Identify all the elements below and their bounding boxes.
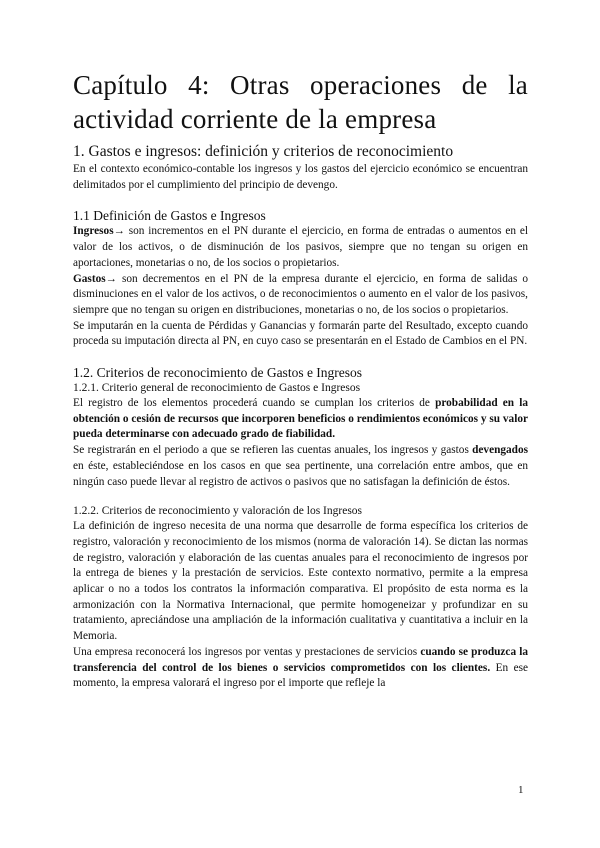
income-recognition-paragraph: Una empresa reconocerá los ingresos por ventas y prestaciones de servicios cuando se produzca la transferencia del control de los bienes o servicios comprometidos con los clientes. En ese momento, la empresa valorará el ingreso por el importe que refleje la — [73, 645, 528, 690]
section-1-2-heading: 1.2. Criterios de reconocimiento de Gastos e Ingresos — [73, 365, 363, 381]
gastos-definition — [73, 272, 528, 319]
imputation-paragraph: Se imputarán en la cuenta de Pérdidas y Ganancias y formarán parte del Resultado, excepto cuando proceda su imputación directa al PN, en cuyo caso se presentarán en el Estado de Cambios en el PN. — [73, 319, 528, 348]
gastos-term: Gastos — [73, 272, 106, 285]
section-1-heading: 1. Gastos e ingresos: definición y criterios de reconocimiento — [73, 143, 454, 160]
income-norm-paragraph: La definición de ingreso necesita de una norma que desarrolle de forma específica los criterios de registro, valoración y reconocimiento de los mismos (norma de valoración 14). Se dictan las normas de registro, valoración y elaboración de las cuentas anuales para el reconocimiento de ingresos por la entrega de bienes y la prestación de servicios. Este contexto normativo, permite a la empresa aplicar o no a todos los contratos la información comparativa. El propósito de esta norma es la armonización con la Normativa Internacional, que permite homogeneizar y profundizar en su tratamiento, apreciándose una ampliación de la información cualitativa y cuantitativa a incluir en la Memoria. — [73, 520, 528, 643]
general-criterion-paragraph: El registro de los elementos procederá cuando se cumplan los criterios de probabilidad en la obtención o cesión de recursos que incorporen beneficios o rendimientos económicos y su valor pueda determinarse con adecuado grado de fiabilidad. — [73, 397, 528, 441]
ingresos-text: → son incrementos en el PN durante el ejercicio, en forma de entradas o aumentos en el valor de los activos, o de disminución de los pasivos, siempre que no tengan su origen en aportaciones, monetarias o no, de los socios o propietarios. — [73, 225, 528, 269]
chapter-title: Capítulo 4: Otras operaciones de la actividad corriente de la empresa — [73, 70, 528, 134]
gastos-text: → son decrementos en el PN de la empresa durante el ejercicio, en forma de salidas o disminuciones en el valor de los activos, o de reconocimientos o aumento en el valor de los pasivos, siempre que no tengan su origen en distribuciones, monetarias o no, de los socios o propietarios. — [73, 272, 528, 316]
section-1-1-heading: 1.1 Definición de Gastos e Ingresos — [73, 208, 266, 224]
accrual-paragraph: Se registrarán en el periodo a que se refieren las cuentas anuales, los ingresos y gastos devengados en éste, estableciéndose en los casos en que sea pertinente, una correlación entre ambos, que en ningún caso puede llevar al registro de activos o pasivos que no satisfagan la definición de éstos. — [73, 444, 528, 488]
ingresos-definition — [73, 224, 528, 271]
section-1-2-1-heading: 1.2.1. Criterio general de reconocimiento de Gastos e Ingresos — [73, 382, 361, 395]
page-number: 1 — [518, 784, 524, 796]
document-page — [73, 68, 528, 692]
section-1-paragraph: En el contexto económico-contable los ingresos y los gastos del ejercicio económico se encuentran delimitados por el cumplimiento del principio de devengo. — [73, 163, 528, 191]
section-1-2-2-heading: 1.2.2. Criterios de reconocimiento y valoración de los Ingresos — [73, 505, 363, 518]
ingresos-term: Ingresos — [73, 225, 114, 238]
